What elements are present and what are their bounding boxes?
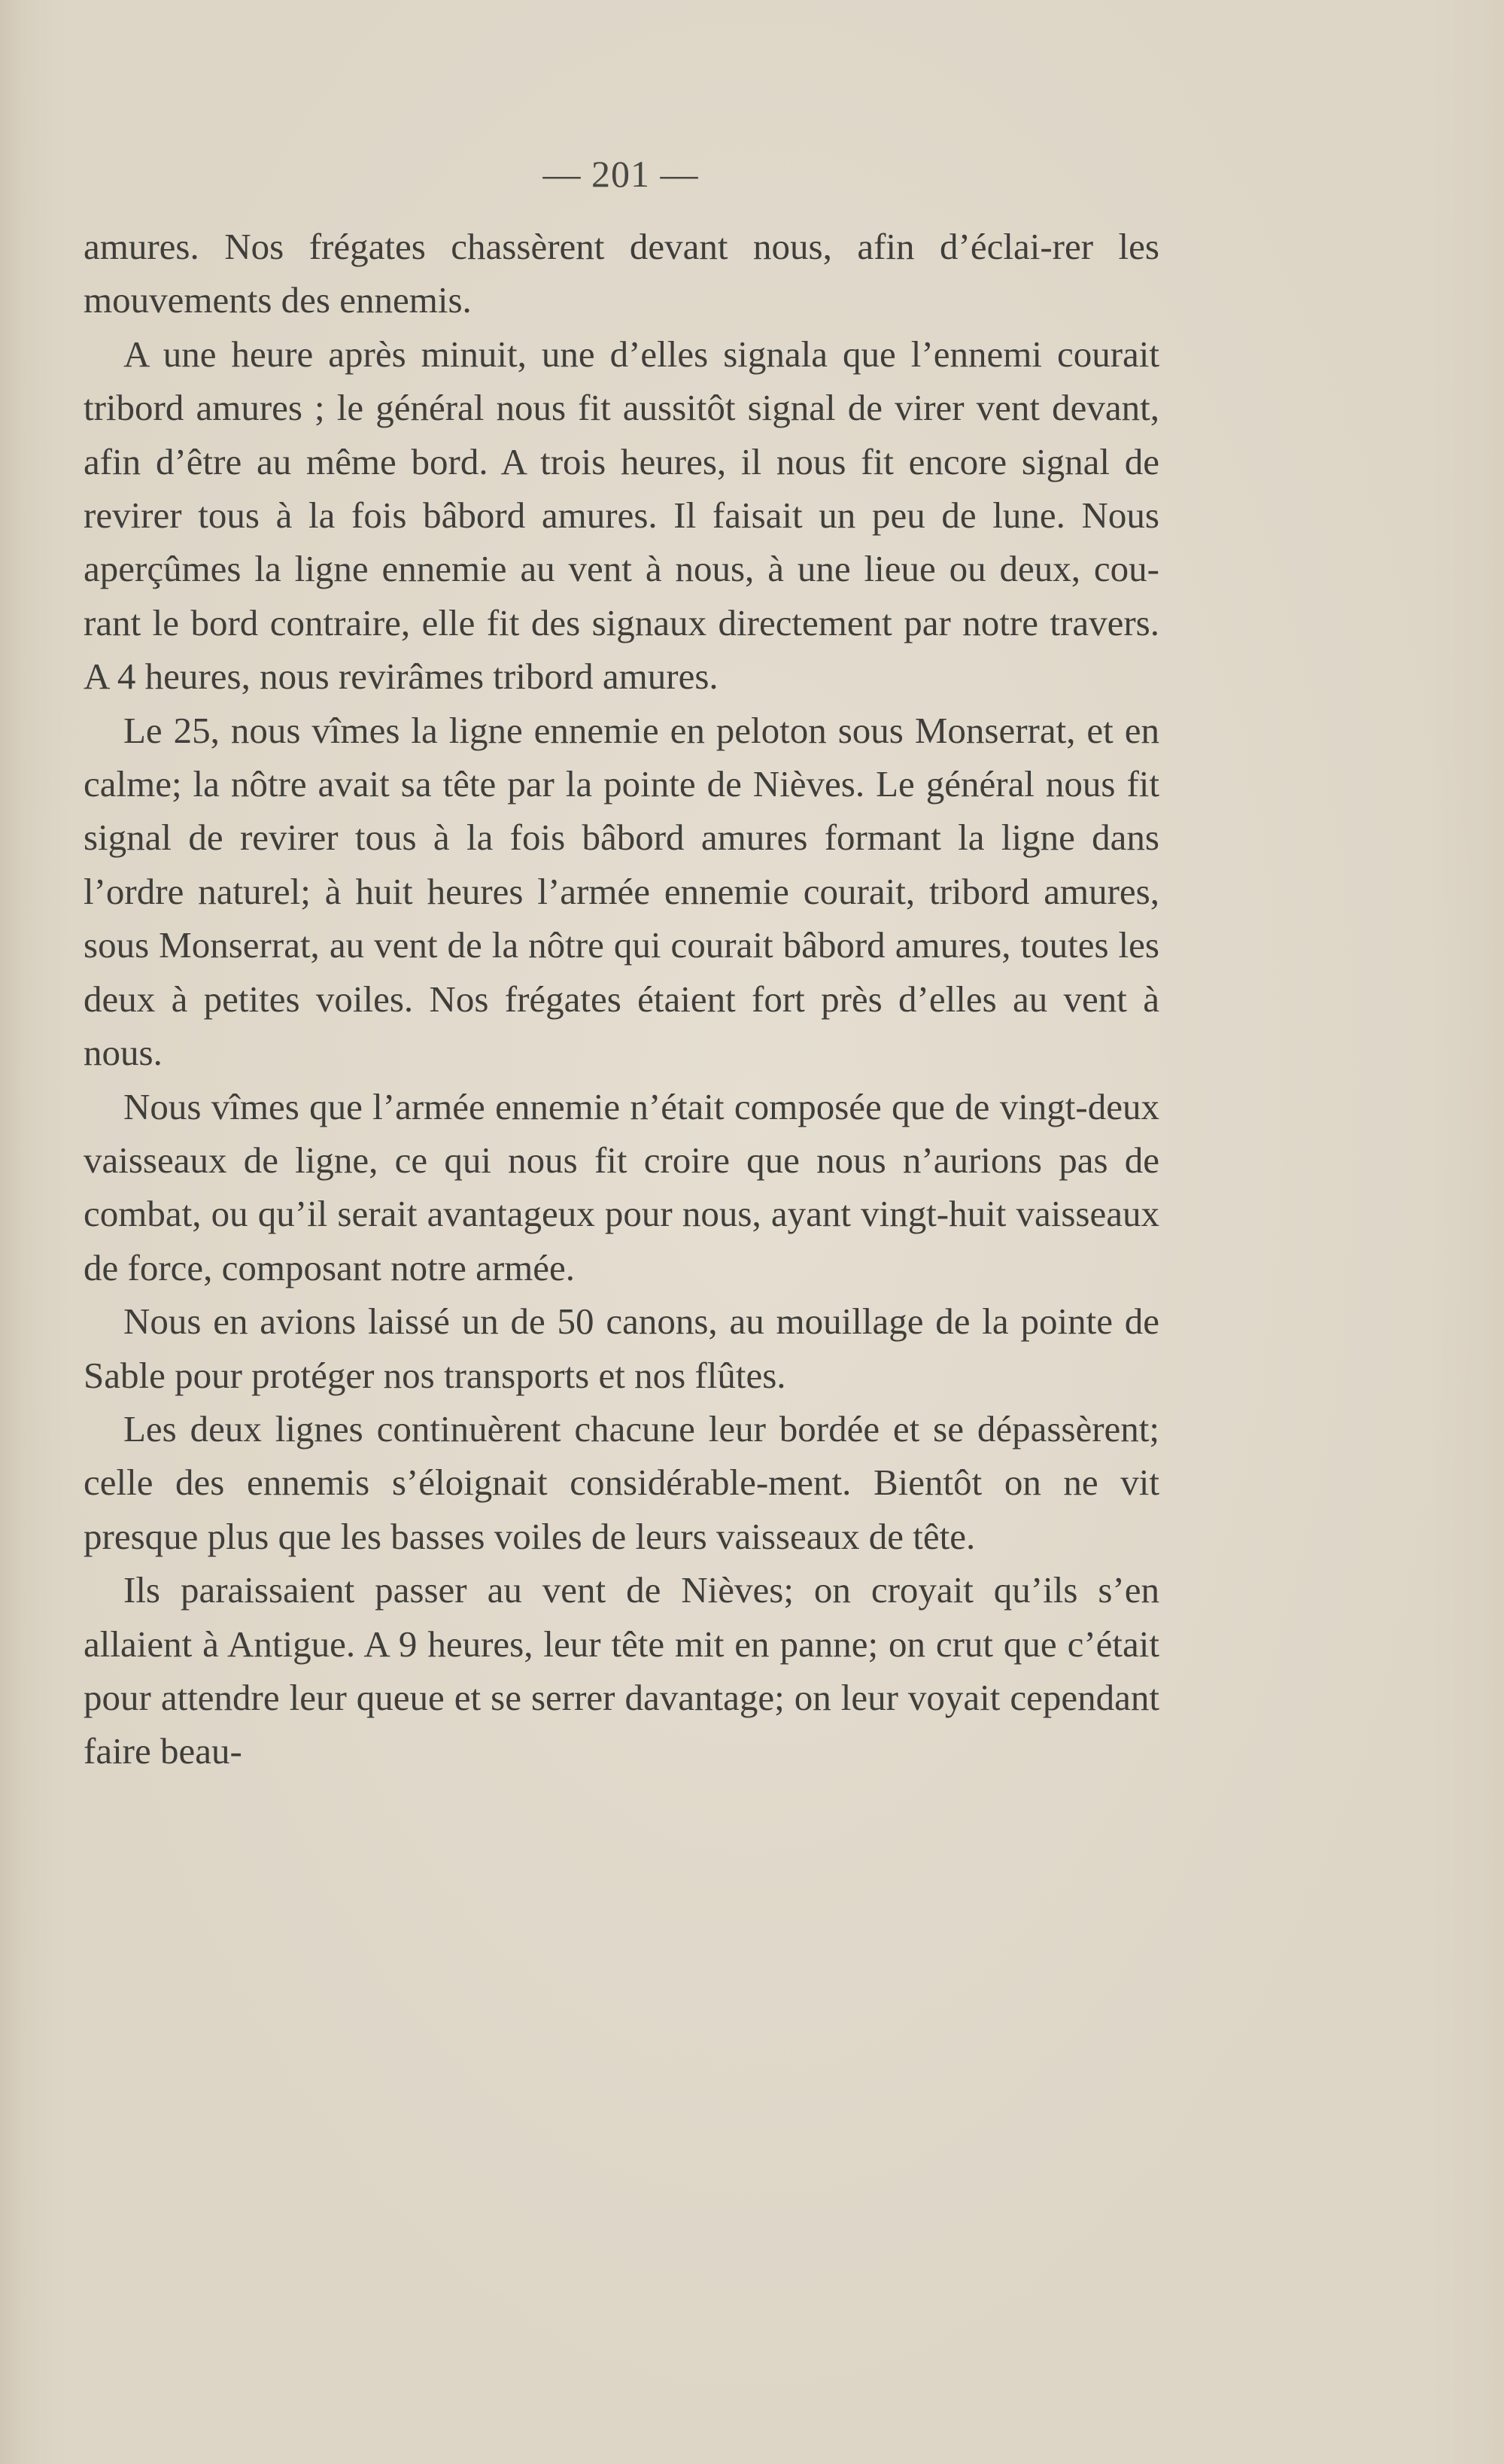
paragraph-2: A une heure après minuit, une d’elles signala que l’ennemi courait tribord amures ; le général nous fit aussitôt signal de virer vent devant, afin d’être au même bord. A trois heures, il nous fit encore signal de revirer tous à la fois bâbord amures. Il faisait un peu de lune. Nous aperçûmes la ligne ennemie au vent à nous, à une lieue ou deux, cou-rant le bord contraire, elle fit des signaux directement par notre travers. A 4 heures, nous revirâmes tribord amures.: [84, 333, 1159, 698]
paragraph-7: Ils paraissaient passer au vent de Nièves; on croyait qu’ils s’en allaient à Antigue. A 9 heures, leur tête mit en panne; on crut que c’était pour attendre leur queue et se serrer davantage; on leur voyait cependant faire beau-: [84, 1569, 1159, 1772]
page-number: — 201 —: [542, 153, 699, 195]
paragraph-4: Nous vîmes que l’armée ennemie n’était composée que de vingt-deux vaisseaux de ligne, ce qui nous fit croire que nous n’aurions pas de combat, ou qu’il serait avantageux pour nous, ayant vingt-huit vaisseaux de force, composant notre armée.: [84, 1085, 1159, 1288]
paragraph-6: Les deux lignes continuèrent chacune leur bordée et se dépassèrent; celle des ennemis s’éloignait considérable-ment. Bientôt on ne vit presque plus que les basses voiles de leurs vaisseaux de tête.: [84, 1407, 1159, 1557]
body-text: [84, 220, 1159, 1778]
paragraph-5: Nous en avions laissé un de 50 canons, au mouillage de la pointe de Sable pour protéger nos transports et nos flûtes.: [84, 1300, 1159, 1396]
paragraph-3: Le 25, nous vîmes la ligne ennemie en peloton sous Monserrat, et en calme; la nôtre avait sa tête par la pointe de Nièves. Le général nous fit signal de revirer tous à la fois bâbord amures formant la ligne dans l’ordre naturel; à huit heures l’armée ennemie courait, tribord amures, sous Monserrat, au vent de la nôtre qui courait bâbord amures, toutes les deux à petites voiles. Nos frégates étaient fort près d’elles au vent à nous.: [84, 709, 1159, 1074]
paragraph-1: amures. Nos frégates chassèrent devant nous, afin d’éclai-rer les mouvements des ennemis.: [84, 226, 1159, 321]
